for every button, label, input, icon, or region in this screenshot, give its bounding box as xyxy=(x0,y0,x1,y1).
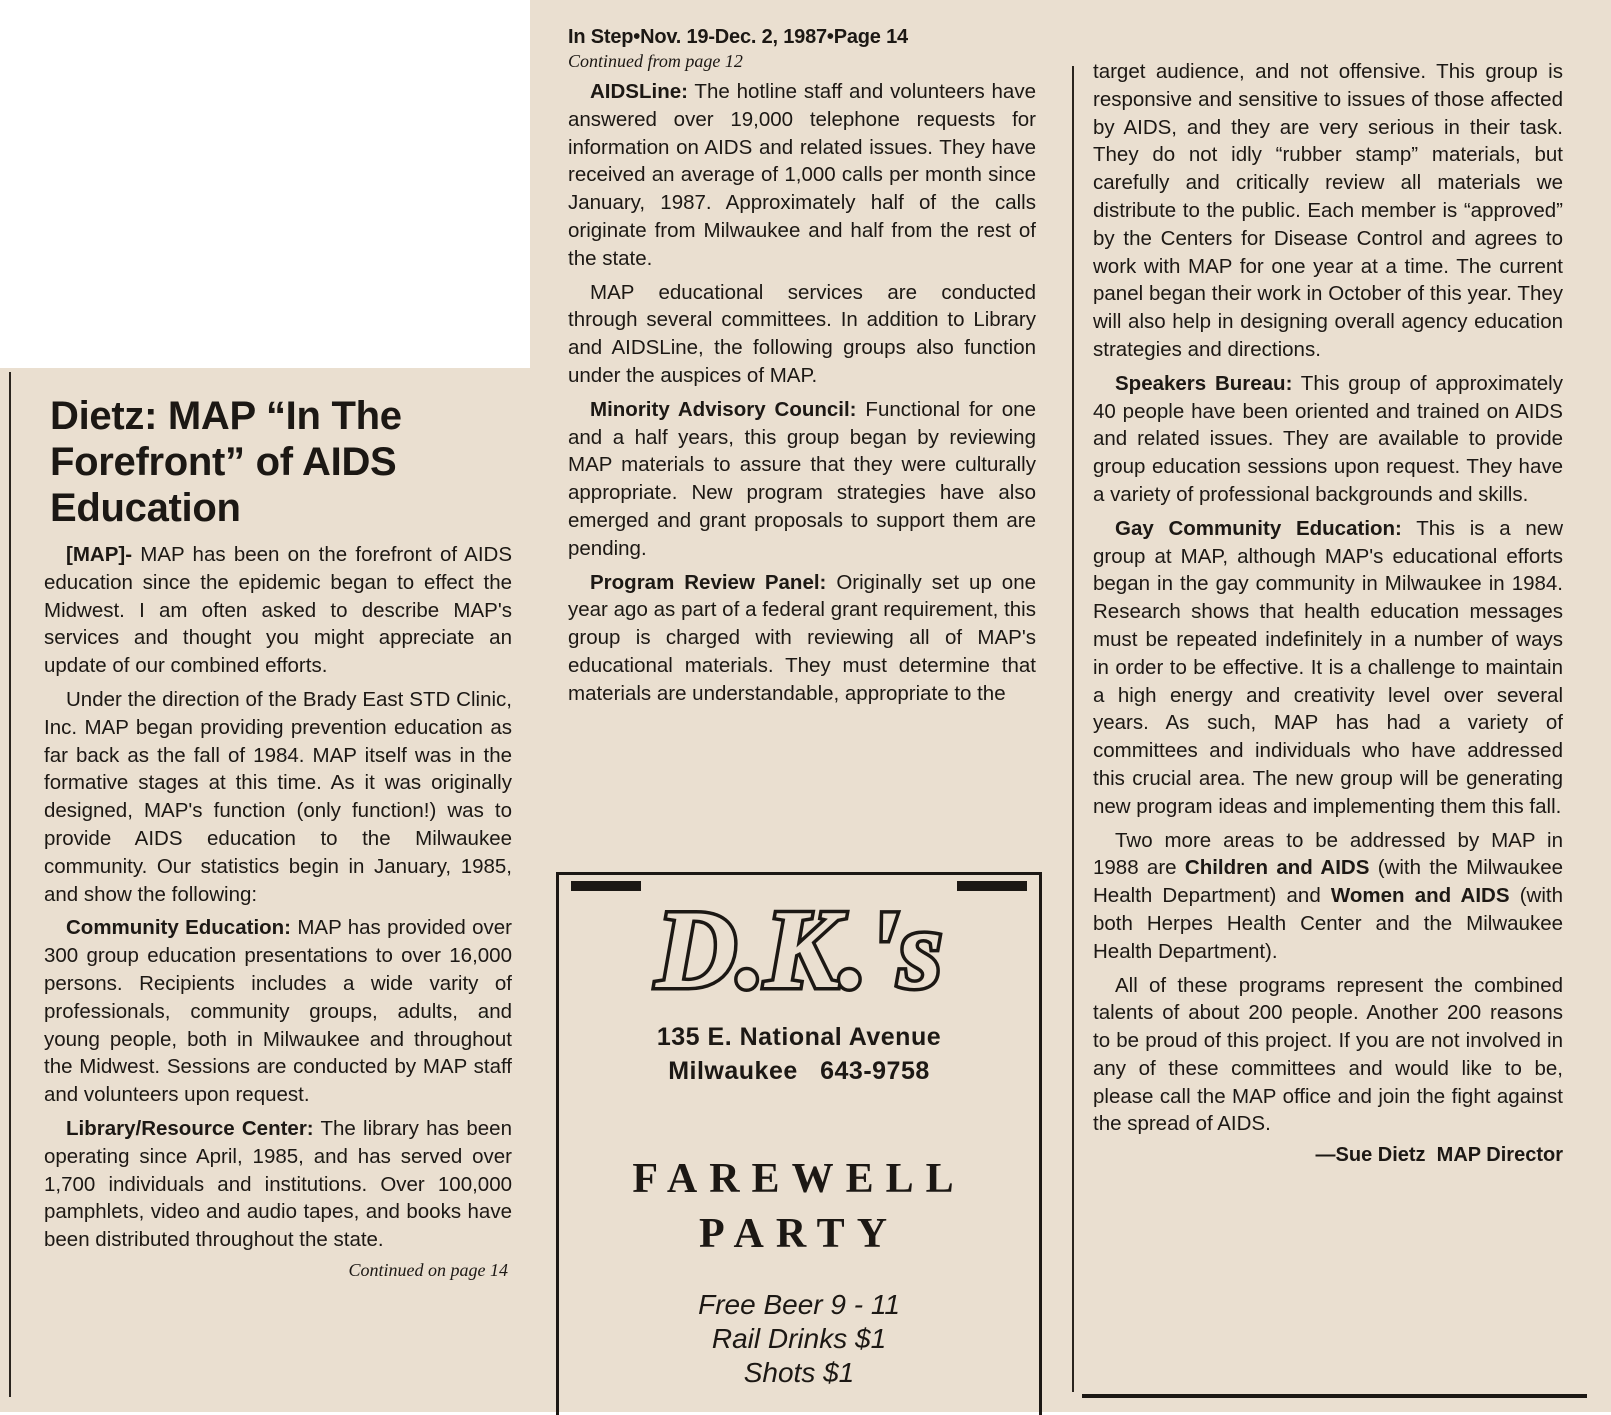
page-header-title: In Step•Nov. 19-Dec. 2, 1987•Page 14 xyxy=(568,26,908,48)
article-paragraph: Library/Resource Center: The library has been operating since April, 1985, and has served over 1,700 individuals and institutions. Over 100,000 pamphlets, video and audio tapes, and books have been distributed throughout the state. xyxy=(44,1116,512,1252)
ad-special-item: Shots $1 xyxy=(743,1357,855,1388)
dks-logo xyxy=(571,879,1027,1009)
ad-address-street: 135 E. National Avenue xyxy=(656,1023,942,1051)
ad-special-item: Rail Drinks $1 xyxy=(711,1323,887,1354)
article-paragraph: Program Review Panel: Originally set up one year ago as part of a federal grant requirement, this group is charged with reviewing all of MAP's educational materials. They must determine that materials are understandable, appropriate to the xyxy=(568,570,1036,705)
article-paragraph: [MAP]- MAP has been on the forefront of AIDS education since the epidemic began to effect the Midwest. I am often asked to describe MAP's services and thought you might appreciate an update of our combined efforts. xyxy=(44,543,512,678)
bottom-rule xyxy=(1082,1394,1587,1398)
article-paragraph: MAP educational services are conducted through several committees. In addition to Library and AIDSLine, the following groups also function under the auspices of MAP. xyxy=(568,280,1036,387)
article-paragraph: Two more areas to be addressed by MAP in 1988 are Children and AIDS (with the Milwaukee Health Department) and Women and AIDS (with both Herpes Health Center and the Milwaukee Health Department). xyxy=(1093,828,1563,963)
article-paragraph: Community Education: MAP has provided over 300 group education presentations to over 16,000 persons. Recipients includes a wide varity of professionals, community groups, adults, and young people, both in Milwaukee and throughout the Midwest. Sessions are conducted by MAP staff and volunteers upon request. xyxy=(44,916,513,1107)
ad-address-city-phone: Milwaukee 643-9758 xyxy=(668,1057,930,1085)
ad-banner-party: PARTY xyxy=(698,1211,900,1257)
article-paragraph: All of these programs represent the combined talents of about 200 people. Another 200 reasons to be proud of this project. If you are not involved in any of these committees and would like to be, please call the MAP office and join the fight against the spread of AIDS. xyxy=(1093,973,1563,1136)
article-headline: Dietz: MAP “In The Forefront” of AIDS Education xyxy=(50,394,402,530)
article-paragraph: Speakers Bureau: This group of approximately 40 people have been oriented and trained on AIDS and related issues. They are available to provide group education sessions upon request. They have a variety of professional backgrounds and skills. xyxy=(1093,371,1563,506)
column-rule-left xyxy=(9,372,11,1397)
ad-special-item: Free Beer 9 - 11 xyxy=(698,1289,900,1320)
article-paragraph: AIDSLine: The hotline staff and volunteers have answered over 19,000 telephone requests for information on AIDS and related issues. They have received an average of 1,000 calls per month since January, 1987. Approximately half of the calls originate from Milwaukee and half from the rest of the state. xyxy=(568,80,1036,270)
ad-banner-farewell: FAREWELL xyxy=(632,1156,966,1202)
article-left-column xyxy=(44,393,512,1281)
dks-advertisement xyxy=(556,872,1042,1415)
author-signature: —Sue Dietz MAP Director xyxy=(1315,1144,1563,1167)
column-rule-right xyxy=(1072,66,1074,1392)
continued-from-note: Continued from page 12 xyxy=(568,51,743,71)
article-right-column xyxy=(1093,58,1563,1167)
article-paragraph: target audience, and not offensive. This group is responsive and sensitive to issues of those affected by AIDS, and they are very serious in their task. They do not idly “rubber stamp” materials, but carefully and critically review all materials we distribute to the public. Each member is “approved” by the Centers for Disease Control and agrees to work with MAP for one year at a time. The current panel began their work in October of this year. They will also help in designing overall agency education strategies and directions. xyxy=(1093,60,1563,361)
article-paragraph: Minority Advisory Council: Functional for one and a half years, this group began by reviewing MAP materials to assure that they were culturally appropriate. New program strategies have also emerged and grant proposals to support them are pending. xyxy=(568,397,1036,560)
svg-text:D.K.'s: D.K.'s xyxy=(655,888,943,1009)
article-middle-column xyxy=(568,26,1036,714)
continued-note: Continued on page 14 xyxy=(348,1259,508,1280)
article-paragraph: Under the direction of the Brady East STD Clinic, Inc. MAP began providing prevention education as far back as the fall of 1984. MAP itself was in the formative stages at this time. As it was originally designed, MAP's function (only function!) was to provide AIDS education to the Milwaukee community. Our statistics begin in January, 1985, and show the following: xyxy=(44,687,512,906)
article-paragraph: Gay Community Education: This is a new group at MAP, although MAP's educational efforts began in the gay community in Milwaukee in 1984. Research shows that health education messages must be repeated indefinitely in a number of ways in order to be effective. It is a challenge to maintain a high energy and creativity level over several years. As such, MAP has had a variety of committees and individuals who have addressed this crucial area. The new group will be generating new program ideas and implementing them this fall. xyxy=(1093,516,1563,818)
